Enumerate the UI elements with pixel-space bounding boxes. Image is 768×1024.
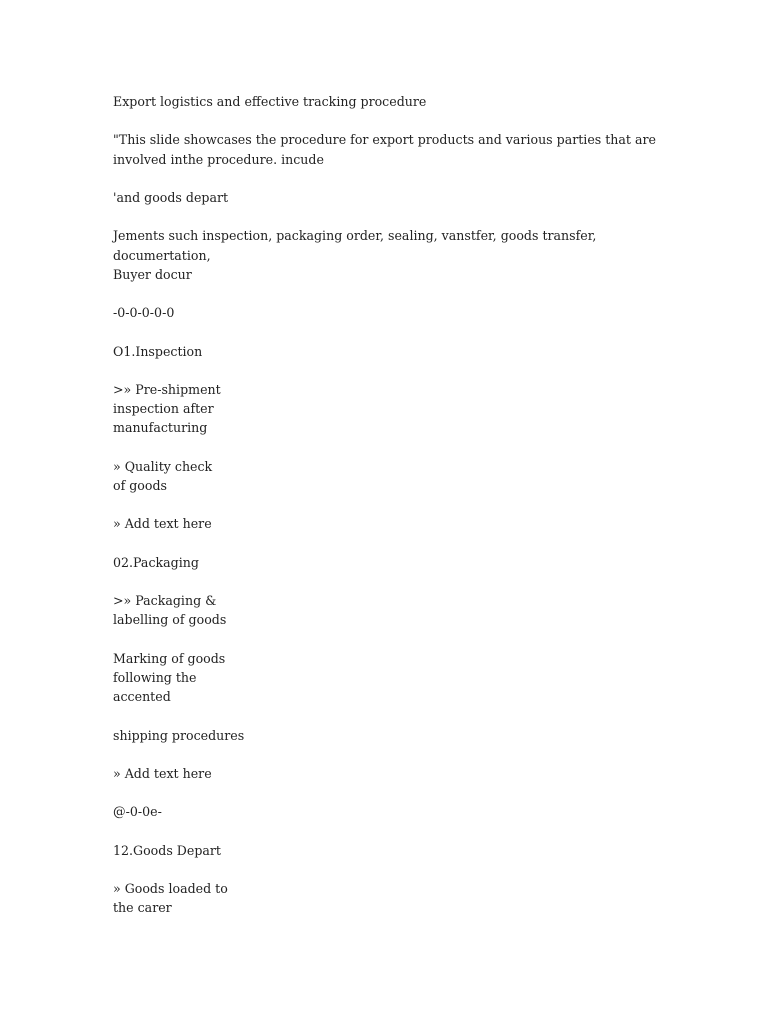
text-line: manufacturing [113, 420, 208, 436]
paragraph [113, 649, 673, 707]
text-line: Buyer docur [113, 266, 192, 282]
paragraph [113, 188, 673, 207]
step-markers [113, 802, 673, 821]
intro-paragraph [113, 130, 673, 168]
paragraph [113, 226, 673, 284]
document-page [113, 92, 673, 937]
section-heading-packaging [113, 553, 673, 572]
text-line: 12.Goods Depart [113, 842, 221, 858]
paragraph [113, 726, 673, 745]
bullet-item [113, 591, 673, 629]
text-line: shipping procedures [113, 727, 245, 743]
document-title: Export logistics and effective tracking procedure [113, 94, 427, 109]
text-line: of goods [113, 477, 167, 493]
text-line: -0-0-0-0-0 [113, 305, 175, 321]
text-line: » Add text here [113, 516, 212, 532]
text-line: the carer [113, 900, 172, 916]
text-line: @-0-0e- [113, 804, 162, 820]
text-line: >» Pre-shipment [113, 381, 221, 397]
text-line: "This slide showcases the procedure for export products and various parties that are [113, 132, 656, 148]
bullet-item [113, 457, 673, 495]
section-heading-inspection [113, 342, 673, 361]
text-line: >» Packaging & [113, 593, 217, 609]
step-markers [113, 303, 673, 322]
text-line: O1.Inspection [113, 343, 203, 359]
section-heading-goods-depart [113, 841, 673, 860]
text-line: following the [113, 669, 197, 685]
text-line: Marking of goods [113, 650, 226, 666]
bullet-item [113, 764, 673, 783]
text-line: labelling of goods [113, 612, 227, 628]
text-line: inspection after [113, 401, 214, 417]
bullet-item [113, 879, 673, 917]
text-line: » Add text here [113, 765, 212, 781]
bullet-item [113, 514, 673, 533]
text-line: » Goods loaded to [113, 881, 228, 897]
text-line: 'and goods depart [113, 189, 229, 205]
text-line: involved inthe procedure. incude [113, 151, 324, 167]
text-line: Jements such inspection, packaging order, sealing, vanstfer, goods transfer, documertation, [113, 228, 597, 263]
text-line: 02.Packaging [113, 554, 199, 570]
bullet-item [113, 380, 673, 438]
text-line: accented [113, 689, 171, 705]
text-line: » Quality check [113, 458, 213, 474]
